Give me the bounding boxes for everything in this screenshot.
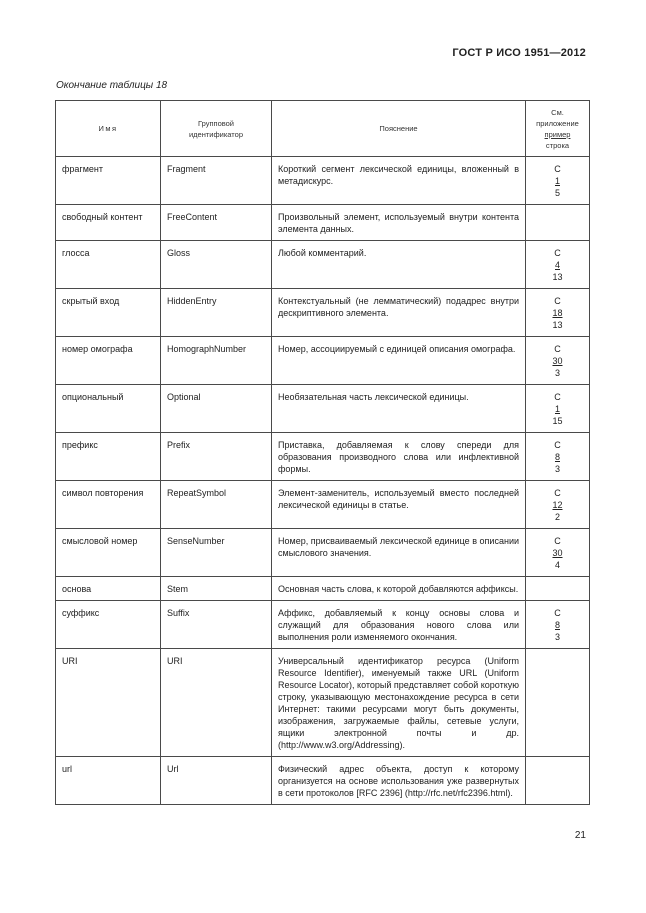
term-reference [526,157,590,205]
ref-example: 30 [552,356,563,366]
ref-line: 2 [554,512,560,522]
term-name: URI [56,649,161,757]
header-reference [526,101,590,157]
term-explanation: Произвольный элемент, используемый внутри контента элемента данных. [272,205,526,241]
ref-line: 5 [554,188,560,198]
table-row [56,337,590,385]
ref-appendix: С [554,248,561,258]
table-header-row [56,101,590,157]
term-identifier: Url [161,757,272,805]
term-reference [526,577,590,601]
ref-line: 13 [552,272,563,282]
table-row [56,385,590,433]
term-reference [526,241,590,289]
term-identifier: HomographNumber [161,337,272,385]
term-reference [526,601,590,649]
table-row [56,757,590,805]
term-explanation: Номер, ассоциируемый с единицей описания омографа. [272,337,526,385]
table-row [56,433,590,481]
term-name: скрытый вход [56,289,161,337]
term-explanation: Универсальный идентификатор ресурса (Uniform Resource Identifier), именуемый также URL (Uniform Resource Locator), который представляет собой короткую строку, указывающую местонахождение ресурса в сети Интернет: такими ресурсами могут быть документы, изображения, загружаемые файлы, сетевые услуги, ящики электронной почты и др. (http://www.w3.org/Addressing). [272,649,526,757]
table-row [56,529,590,577]
term-identifier: Gloss [161,241,272,289]
ref-example: 4 [554,260,560,270]
ref-line: 13 [552,320,563,330]
ref-line: 3 [554,464,560,474]
term-name: url [56,757,161,805]
table-row [56,289,590,337]
term-explanation: Физический адрес объекта, доступ к которому организуется на основе использования уже развернутых в сети протоколов [RFC 2396] (http://rfc.net/rfc2396.html). [272,757,526,805]
terms-table [55,100,590,805]
term-reference [526,481,590,529]
ref-line: 3 [554,632,560,642]
term-reference [526,529,590,577]
term-explanation: Любой комментарий. [272,241,526,289]
term-reference [526,649,590,757]
table-caption: Окончание таблицы 18 [56,80,168,91]
ref-example: 12 [552,500,563,510]
header-ref-line2: приложение [536,118,579,128]
header-name: Имя [56,101,161,157]
term-explanation: Приставка, добавляемая к слову спереди для образования производного слова или инфлективной формы. [272,433,526,481]
term-identifier: FreeContent [161,205,272,241]
term-name: свободный контент [56,205,161,241]
ref-appendix: С [554,392,561,402]
term-name: опциональный [56,385,161,433]
standard-header: ГОСТ Р ИСО 1951—2012 [452,47,586,59]
ref-example: 30 [552,548,563,558]
term-identifier: HiddenEntry [161,289,272,337]
ref-appendix: С [554,164,561,174]
term-identifier: RepeatSymbol [161,481,272,529]
term-explanation: Короткий сегмент лексической единицы, вложенный в метадискурс. [272,157,526,205]
ref-appendix: С [554,344,561,354]
ref-appendix: С [554,440,561,450]
header-ref-line1: См. [551,107,564,117]
header-ref-line4: строка [545,140,570,150]
term-identifier: Stem [161,577,272,601]
term-explanation: Аффикс, добавляемый к концу основы слова и служащий для образования нового слова или выполнения роли изменяемого окончания. [272,601,526,649]
term-reference [526,337,590,385]
term-reference [526,205,590,241]
header-group-id [161,101,272,157]
table-row [56,601,590,649]
ref-example: 1 [554,404,560,414]
ref-appendix: С [554,536,561,546]
ref-line: 3 [554,368,560,378]
ref-example: 8 [554,452,560,462]
header-explanation: Пояснение [272,101,526,157]
ref-appendix: С [554,608,561,618]
term-explanation: Основная часть слова, к которой добавляются аффиксы. [272,577,526,601]
term-identifier: Prefix [161,433,272,481]
ref-line: 4 [554,560,560,570]
term-identifier: SenseNumber [161,529,272,577]
term-name: смысловой номер [56,529,161,577]
table-row [56,241,590,289]
table-row [56,205,590,241]
term-reference [526,385,590,433]
term-name: суффикс [56,601,161,649]
term-reference [526,757,590,805]
ref-line: 15 [552,416,563,426]
header-group-id-line2: идентификатор [188,129,243,139]
page-number: 21 [574,830,586,841]
term-explanation: Номер, присваиваемый лексической единице в описании смыслового значения. [272,529,526,577]
term-explanation: Необязательная часть лексической единицы. [272,385,526,433]
table-row [56,577,590,601]
term-explanation: Элемент-заменитель, используемый вместо последней лексической единицы в статье. [272,481,526,529]
term-name: глосса [56,241,161,289]
term-reference [526,433,590,481]
term-reference [526,289,590,337]
header-ref-line3: пример [544,129,571,139]
table-row [56,649,590,757]
term-name: префикс [56,433,161,481]
ref-appendix: С [554,296,561,306]
ref-example: 18 [552,308,563,318]
term-name: основа [56,577,161,601]
ref-appendix: С [554,488,561,498]
term-name: фрагмент [56,157,161,205]
table-row [56,157,590,205]
term-identifier: Fragment [161,157,272,205]
header-group-id-line1: Групповой [197,118,235,128]
term-name: номер омографа [56,337,161,385]
ref-example: 1 [554,176,560,186]
term-name: символ повторения [56,481,161,529]
term-identifier: URI [161,649,272,757]
term-explanation: Контекстуальный (не лемматический) подадрес внутри дескриптивного элемента. [272,289,526,337]
term-identifier: Suffix [161,601,272,649]
term-identifier: Optional [161,385,272,433]
ref-example: 8 [554,620,560,630]
table-row [56,481,590,529]
